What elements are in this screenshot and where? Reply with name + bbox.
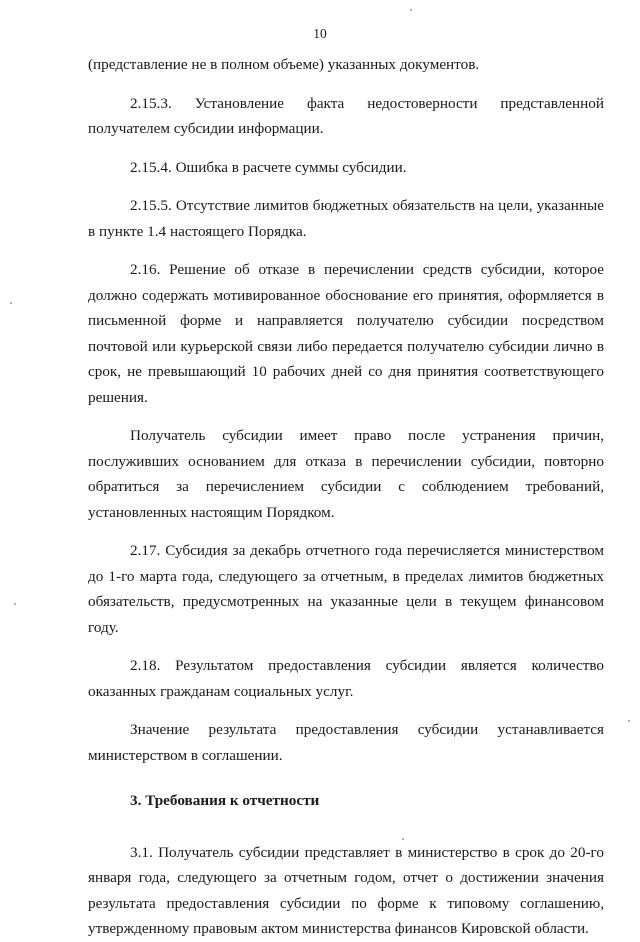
- paragraph-2-16: 2.16. Решение об отказе в перечислении средств субсидии, которое должно содержать мотивированное обоснование его принятия, оформляется в письменной форме и направляется получателю субсидии посредством почтовой или курьерской связи либо передается получателю субсидии лично в срок, не превышающий 10 рабочих дней со дня принятия соответствующего решения.: [88, 261, 604, 406]
- scan-speck: [628, 720, 630, 722]
- page-number: 10: [313, 26, 327, 41]
- paragraph-2-15-5: 2.15.5. Отсутствие лимитов бюджетных обязательств на цели, указанные в пункте 1.4 настоящего Порядка.: [88, 197, 604, 240]
- paragraph-2-18: 2.18. Результатом предоставления субсидии является количество оказанных гражданам социальных услуг.: [88, 657, 604, 700]
- paragraph-recipient-right: Получатель субсидии имеет право после устранения причин, послуживших основанием для отказа в перечислении субсидии, повторно обратиться за перечислением субсидии с соблюдением требований, установленных настоящим Порядком.: [88, 427, 604, 521]
- paragraph-result-value: Значение результата предоставления субсидии устанавливается министерством в соглашении.: [88, 721, 604, 764]
- document-body: [88, 52, 604, 942]
- paragraph-3-1: 3.1. Получатель субсидии представляет в министерство в срок до 20-го января года, следующего за отчетным годом, отчет о достижении значения результата предоставления субсидии по форме к типовому соглашению, утвержденному правовым актом министерства финансов Кировской области.: [88, 843, 604, 937]
- scan-speck: [10, 302, 12, 304]
- paragraph-2-15-3: 2.15.3. Установление факта недостоверности представленной получателем субсидии информации.: [88, 94, 604, 137]
- section-heading: 3. Требования к отчетности: [130, 792, 320, 809]
- scan-speck: [14, 603, 16, 605]
- paragraph-2-15-4: 2.15.4. Ошибка в расчете суммы субсидии.: [130, 158, 407, 176]
- paragraph-2-17: 2.17. Субсидия за декабрь отчетного года перечисляется министерством до 1-го марта года, следующего за отчетным, в пределах лимитов бюджетных обязательств, предусмотренных на указанные цели в текущем финансовом году.: [88, 542, 604, 636]
- scan-speck: [410, 9, 412, 11]
- paragraph-continuation: (представление не в полном объеме) указанных документов.: [88, 56, 480, 73]
